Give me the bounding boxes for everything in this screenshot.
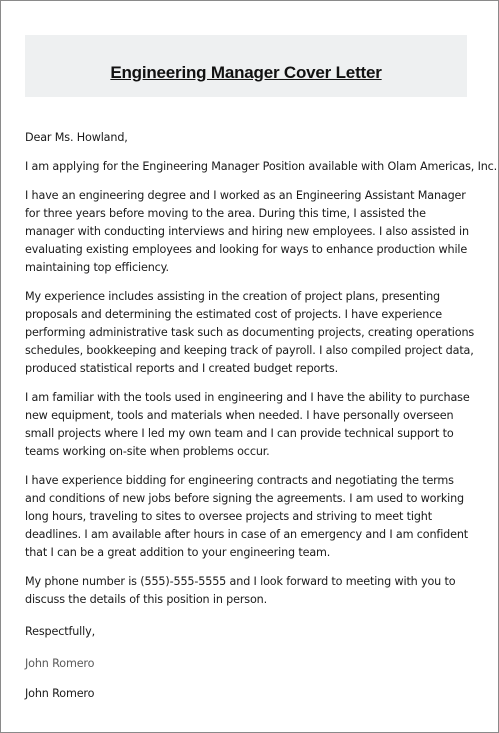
paragraph-contact: My phone number is (555)-555-5555 and I look forward to meeting with you to discuss the details of this position in person. (25, 575, 456, 606)
printed-name: John Romero (25, 687, 95, 700)
paragraph-contracts: I have experience bidding for engineering contracts and negotiating the terms and conditions of new jobs before signing the agreements. I am used to working long hours, traveling to sites to oversee projects and striving to meet tight deadlines. I am available after hours in case of an emergency and I am confident that I can be a great addition to your engineering team. (25, 474, 469, 559)
paragraph-experience: My experience includes assisting in the creation of project plans, presenting proposals and determining the estimated cost of projects. I have experience performing administrative task such as documenting projects, creating operations schedules, bookkeeping and keeping track of payroll. I also compiled project data, produced statistical reports and I created budget reports. (25, 290, 475, 375)
letter-body (25, 129, 498, 714)
signature: John Romero (25, 657, 95, 670)
letter-title: Engineering Manager Cover Letter (110, 63, 382, 82)
paragraph-tools: I am familiar with the tools used in engineering and I have the ability to purchase new equipment, tools and materials when needed. I have personally overseen small projects where I led my own team and I can provide technical support to teams working on-site when problems occur. (25, 391, 470, 458)
paragraph-background: I have an engineering degree and I worked as an Engineering Assistant Manager for three years before moving to the area. During this time, I assisted the manager with conducting interviews and hiring new employees. I also assisted in evaluating existing employees and looking for ways to enhance production while maintaining top efficiency. (25, 189, 469, 274)
title-banner (25, 35, 467, 97)
salutation: Dear Ms. Howland, (25, 131, 128, 144)
paragraph-intro: I am applying for the Engineering Manager Position available with Olam Americas, Inc. (25, 160, 498, 173)
closing: Respectfully, (25, 625, 95, 638)
